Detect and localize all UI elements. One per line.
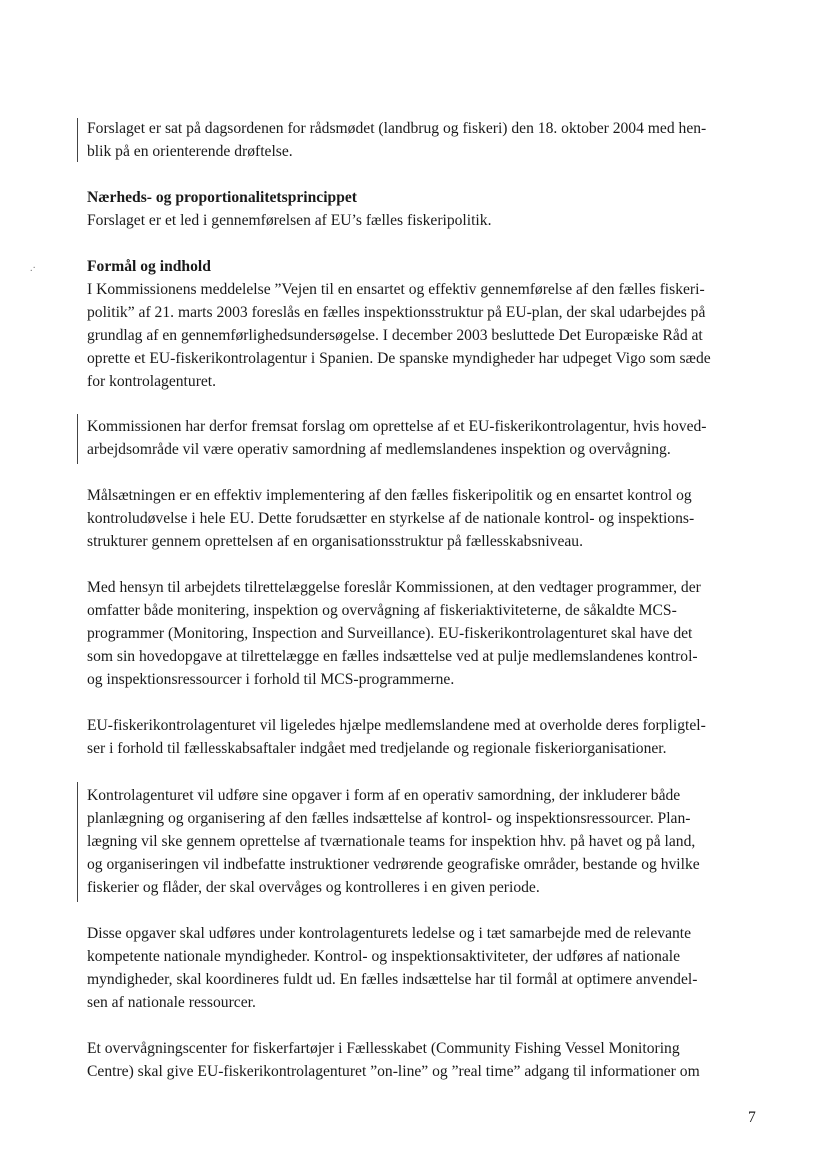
text-line: politik” af 21. marts 2003 foreslås en fælles inspektionsstruktur på EU-plan, der skal udarbejdes på — [87, 304, 706, 321]
text-line: grundlag af en gennemførlighedsundersøgelse. I december 2003 besluttede Det Europæiske Råd at — [87, 327, 703, 344]
text-line: Forslaget er et led i gennemførelsen af EU’s fælles fiskeripolitik. — [87, 212, 492, 229]
text-line: Forslaget er sat på dagsordenen for rådsmødet (landbrug og fiskeri) den 18. oktober 2004 med hen- — [87, 120, 707, 137]
text-line: I Kommissionens meddelelse ”Vejen til en ensartet og effektiv gennemførelse af den fælles fiskeri- — [87, 281, 705, 298]
text-line: og organiseringen vil indbefatte instruktioner vedrørende geografiske områder, bestande og hvilke — [87, 856, 700, 873]
text-line: kompetente nationale myndigheder. Kontrol- og inspektionsaktiviteter, der udføres af nationale — [87, 948, 681, 965]
paragraph — [87, 1037, 757, 1083]
text-line: ser i forhold til fællesskabsaftaler indgået med tredjelande og regionale fiskeriorganisationer. — [87, 740, 667, 757]
text-line: og inspektionsressourcer i forhold til MCS-programmerne. — [87, 671, 455, 688]
section — [87, 255, 757, 393]
text-line: Målsætningen er en effektiv implementering af den fælles fiskeripolitik og en ensartet kontrol og — [87, 487, 692, 504]
paragraph — [87, 714, 757, 760]
page-number: 7 — [748, 1109, 756, 1126]
text-line: sen af nationale ressourcer. — [87, 994, 256, 1011]
section — [87, 186, 757, 232]
paragraph — [87, 922, 757, 1014]
text-line: kontroludøvelse i hele EU. Dette forudsætter en styrkelse af de nationale kontrol- og inspektions- — [87, 510, 695, 527]
text-line: lægning vil ske gennem oprettelse af tværnationale teams for inspektion hhv. på havet og på land, — [87, 833, 696, 850]
text-line: Kontrolagenturet vil udføre sine opgaver i form af en operativ samordning, der inkluderer både — [87, 787, 681, 804]
text-line: som sin hovedopgave at tilrettelægge en fælles indsættelse ved at pulje medlemslandenes kontrol- — [87, 648, 698, 665]
text-line: fiskerier og flåder, der skal overvåges og kontrolleres i en given periode. — [87, 879, 540, 896]
text-line: Et overvågningscenter for fiskerfartøjer i Fællesskabet (Community Fishing Vessel Monitoring — [87, 1040, 680, 1057]
text-line: Kommissionen har derfor fremsat forslag om oprettelse af et EU-fiskerikontrolagentur, hvis hoved- — [87, 418, 707, 435]
text-line: arbejdsområde vil være operativ samordning af medlemslandenes inspektion og overvågning. — [87, 441, 671, 458]
text-line: for kontrolagenturet. — [87, 373, 217, 390]
paragraph — [87, 576, 757, 691]
paragraph — [87, 415, 757, 461]
change-bar — [77, 118, 78, 162]
text-line: EU-fiskerikontrolagenturet vil ligeledes hjælpe medlemslandene med at overholde deres forpligtel- — [87, 717, 706, 734]
text-line: oprette et EU-fiskerikontrolagentur i Spanien. De spanske myndigheder har udpeget Vigo som sæde — [87, 350, 711, 367]
text-line: planlægning og organisering af den fælles indsættelse af kontrol- og inspektionsressourcer. Plan- — [87, 810, 691, 827]
text-line: programmer (Monitoring, Inspection and Surveillance). EU-fiskerikontrolagenturet skal have det — [87, 625, 693, 642]
section-heading: Formål og indhold — [87, 258, 211, 275]
text-line: blik på en orienterende drøftelse. — [87, 143, 293, 160]
scan-speck: .· — [30, 263, 36, 274]
paragraph — [87, 117, 757, 163]
paragraph — [87, 484, 757, 553]
text-line: myndigheder, skal koordineres fuldt ud. En fælles indsættelse har til formål at optimere anvendel- — [87, 971, 698, 988]
text-line: Centre) skal give EU-fiskerikontrolagenturet ”on-line” og ”real time” adgang til informationer om — [87, 1063, 700, 1080]
change-bar — [77, 414, 78, 464]
paragraph — [87, 784, 757, 899]
text-line: Med hensyn til arbejdets tilrettelæggelse foreslår Kommissionen, at den vedtager programmer, der — [87, 579, 701, 596]
change-bar — [77, 782, 78, 902]
text-line: strukturer gennem oprettelsen af en organisationsstruktur på fællesskabsniveau. — [87, 533, 583, 550]
text-line: omfatter både monitering, inspektion og overvågning af fiskeriaktiviteterne, de såkaldte MCS- — [87, 602, 677, 619]
section-heading: Nærheds- og proportionalitetsprincippet — [87, 189, 358, 206]
text-line: Disse opgaver skal udføres under kontrolagenturets ledelse og i tæt samarbejde med de relevante — [87, 925, 692, 942]
